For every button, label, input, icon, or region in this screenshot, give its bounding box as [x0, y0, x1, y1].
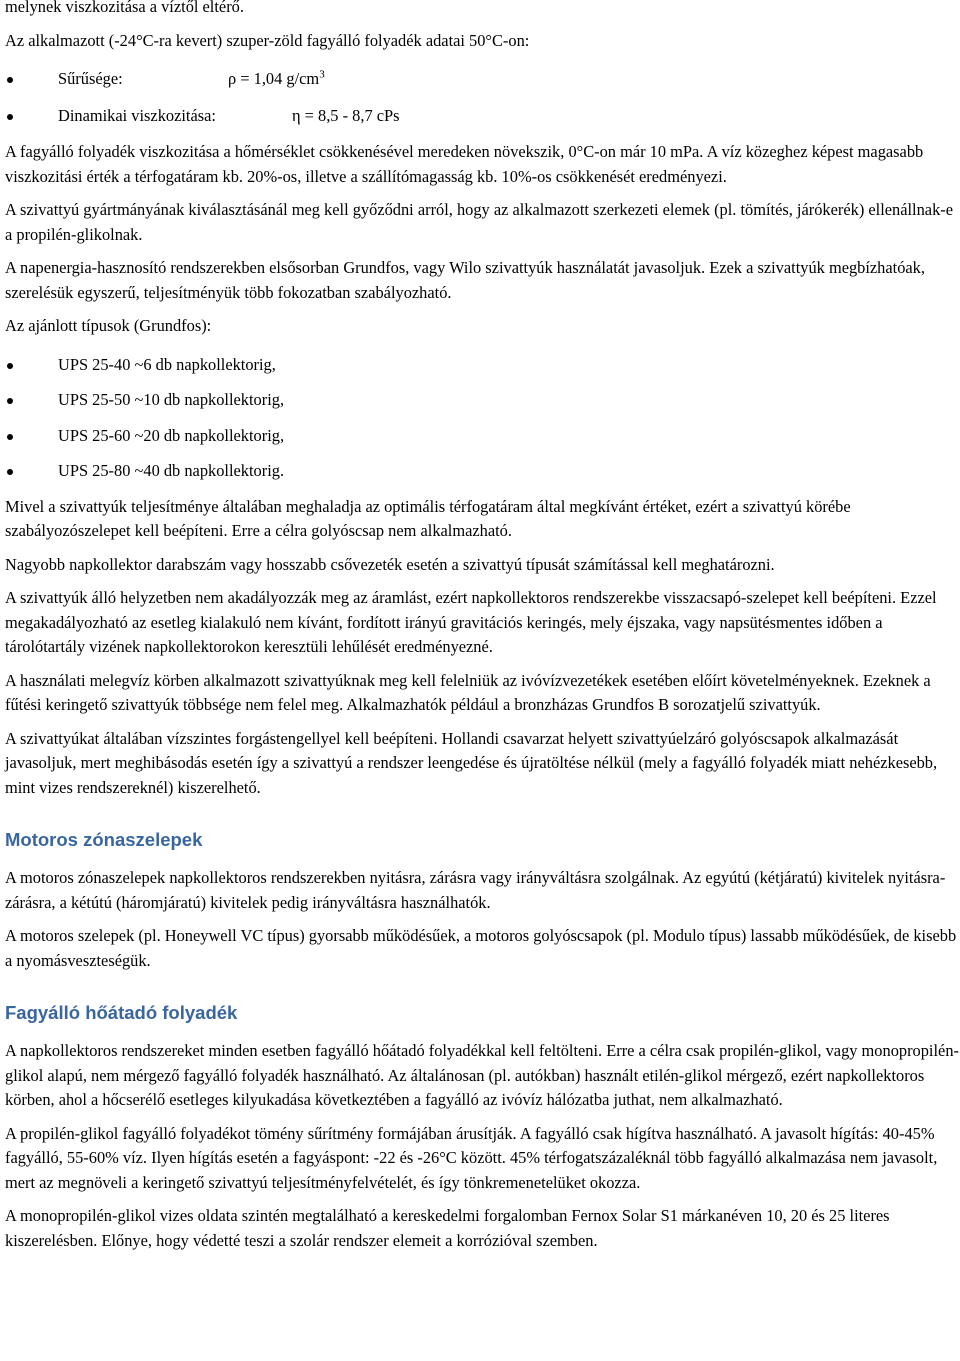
paragraph: Mivel a szivattyúk teljesítménye általában meghaladja az optimális térfogatáram által megkívánt értéket, ezért a szivattyú körébe szabályozószelepet kell beépíteni. Erre a célra golyóscsap nem alkalmazható. — [5, 496, 851, 540]
list-item: UPS 25-60 ~20 db napkollektorig, — [5, 424, 960, 449]
paragraph: A szivattyú gyártmányának kiválasztásánál meg kell győződni arról, hogy az alkalmazott szerkezeti elemek (pl. tömítés, járókerék) ellenállnak-e a propilén-glikolnak. — [5, 200, 954, 244]
list-item: UPS 25-80 ~40 db napkollektorig. — [5, 459, 960, 484]
property-item-viscosity — [5, 104, 960, 129]
intro-fragment: melynek viszkozitása a víztől eltérő. — [5, 0, 244, 16]
paragraph: A motoros szelepek (pl. Honeywell VC típus) gyorsabb működésűek, a motoros golyóscsapok (pl. Modulo típus) lassabb működésűek, de kisebb a nyomásveszteségük. — [5, 926, 957, 970]
property-value: ρ = 1,04 g/cm — [228, 69, 320, 88]
section-heading-antifreeze: Fagyálló hőátadó folyadék — [5, 1002, 238, 1023]
property-label: Dinamikai viszkozitása: — [58, 105, 216, 125]
property-label: Sűrűsége: — [58, 69, 123, 88]
paragraph: A napkollektoros rendszereket minden esetben fagyálló hőátadó folyadékkal kell feltölteni. Erre a célra csak propilén-glikol, vagy monopropilén-glikol alapú, nem mérgező fagyálló folyadék használható. Az általánosan (pl. autókban) használt etilén-glikol mérgező, ezért napkollektoros körben, ahol a hőcserélő esetleges kilyukadása következtében a fagyálló az ivóvíz hálózatba juthat, nem alkalmazható. — [5, 1041, 959, 1109]
section-heading-motor-valves: Motoros zónaszelepek — [5, 829, 203, 850]
paragraph: A napenergia-hasznosító rendszerekben elsősorban Grundfos, vagy Wilo szivattyúk használatát javasoljuk. Ezek a szivattyúk megbízhatóak, szerelésük egyszerű, teljesítményük több fokozatban szabályozható. — [5, 258, 925, 302]
paragraph: A szivattyúkat általában vízszintes forgástengellyel kell beépíteni. Hollandi csavarzat helyett szivattyúelzáró golyóscsapok alkalmazását javasoljuk, mert meghibásodás esetén így a szivattyú a rendszer leengedése és újratöltése nélkül (mely a fagyálló folyadék miatt nehézkesebb, mint vizes rendszereknél) kiszerelhető. — [5, 728, 938, 797]
paragraph: Az ajánlott típusok (Grundfos): — [5, 316, 212, 335]
paragraph: A használati melegvíz körben alkalmazott szivattyúknak meg kell felelniük az ivóvízvezetékek esetében előírt követelményeknek. Ezeknek a fűtési keringető szivattyúk többsége nem felel meg. Alkalmazhatók például a bronzházas Grundfos B sorozatjelű szivattyúk. — [5, 670, 931, 714]
pump-type-list — [5, 353, 960, 484]
property-list — [5, 67, 960, 128]
paragraph: A motoros zónaszelepek napkollektoros rendszerekben nyitásra, zárásra vagy irányváltásra szolgálnak. Az egyútú (kétjáratú) kivitelek nyitásra-zárásra, a kétútú (háromjáratú) kivitelek pedig irányváltásra használhatók. — [5, 868, 946, 912]
property-value: η = 8,5 - 8,7 cPs — [292, 105, 400, 125]
property-superscript: 3 — [319, 68, 325, 81]
paragraph: Nagyobb napkollektor darabszám vagy hosszabb csővezeték esetén a szivattyú típusát számítással kell meghatározni. — [5, 554, 775, 574]
document-page — [5, 0, 960, 1262]
property-item-density — [5, 67, 960, 92]
paragraph: A szivattyúk álló helyzetben nem akadályozzák meg az áramlást, ezért napkollektoros rendszerekbe visszacsapó-szelepet kell beépíteni. Ezzel megakadályozható az esetleg kialakuló nem kívánt, fordított irányú gravitációs keringés, mely éjszaka, vagy napsütésmentes időben a tárolótartály vizének napkollektorokon keresztüli lehűlését eredményezné. — [5, 588, 937, 656]
paragraph: A propilén-glikol fagyálló folyadékot tömény sűrítmény formájában árusítják. A fagyálló csak hígítva használható. A javasolt hígítás: 40-45% fagyálló, 55-60% víz. Ilyen hígítás esetén a fagyáspont: -22 és -26°C között. 45% térfogatszázaléknál több fagyálló alkalmazása nem javasolt, mert az megnöveli a keringető szivattyú teljesítményfelvételét, és így tönkremenetelüket okozza. — [5, 1123, 938, 1192]
intro-line: Az alkalmazott (-24°C-ra kevert) szuper-zöld fagyálló folyadék adatai 50°C-on: — [5, 30, 530, 50]
paragraph: A monopropilén-glikol vizes oldata szintén megtalálható a kereskedelmi forgalomban Fernox Solar S1 márkanéven 10, 20 és 25 literes kiszerelésben. Előnye, hogy védetté teszi a szolár rendszer elemeit a korrózióval szemben. — [5, 1206, 890, 1250]
paragraph: A fagyálló folyadék viszkozitása a hőmérséklet csökkenésével meredeken növekszik, 0°C-on már 10 mPa. A víz közeghez képest magasabb viszkozitási érték a térfogatáram kb. 20%-os, illetve a szállítómagasság kb. 10%-os csökkenését eredményezi. — [5, 142, 924, 186]
list-item: UPS 25-40 ~6 db napkollektorig, — [5, 353, 960, 378]
list-item: UPS 25-50 ~10 db napkollektorig, — [5, 388, 960, 413]
